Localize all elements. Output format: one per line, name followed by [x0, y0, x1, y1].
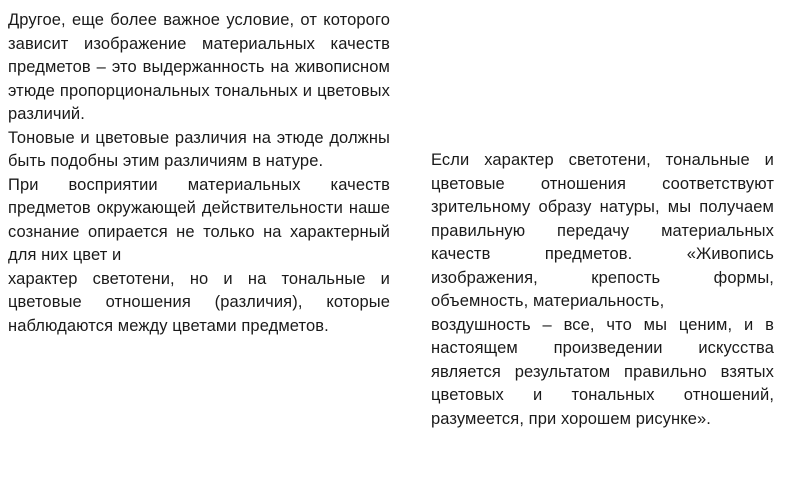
left-paragraph-2: Тоновые и цветовые различия на этюде должны быть подобны этим различиям в натуре.	[8, 128, 390, 170]
left-text-column	[8, 9, 390, 338]
left-paragraph-1: Другое, еще более важное условие, от которого зависит изображение материальных качеств предметов – это выдержанность на живописном этюде пропорциональных тональных и цветовых различий.	[8, 11, 390, 123]
right-paragraph-2: воздушность – все, что мы ценим, и в настоящем произведении искусства является результатом правильно взятых цветовых и тональных отношений, разумеется, при хорошем рисунке».	[431, 315, 774, 428]
left-paragraph-4: характер светотени, но и на тональные и цветовые отношения (различия), которые наблюдаются между цветами предметов.	[8, 269, 390, 335]
left-paragraph-3: При восприятии материальных качеств предметов окружающей действительности наше сознание опирается не только на характерный для них цвет и	[8, 175, 390, 264]
right-paragraph-1: Если характер светотени, тональные и цветовые отношения соответствуют зрительному образу натуры, мы получаем правильную передачу материальных качеств предметов. «Живопись изображения, крепость формы, объемность, материальность,	[431, 151, 774, 310]
right-text-column	[431, 149, 774, 431]
